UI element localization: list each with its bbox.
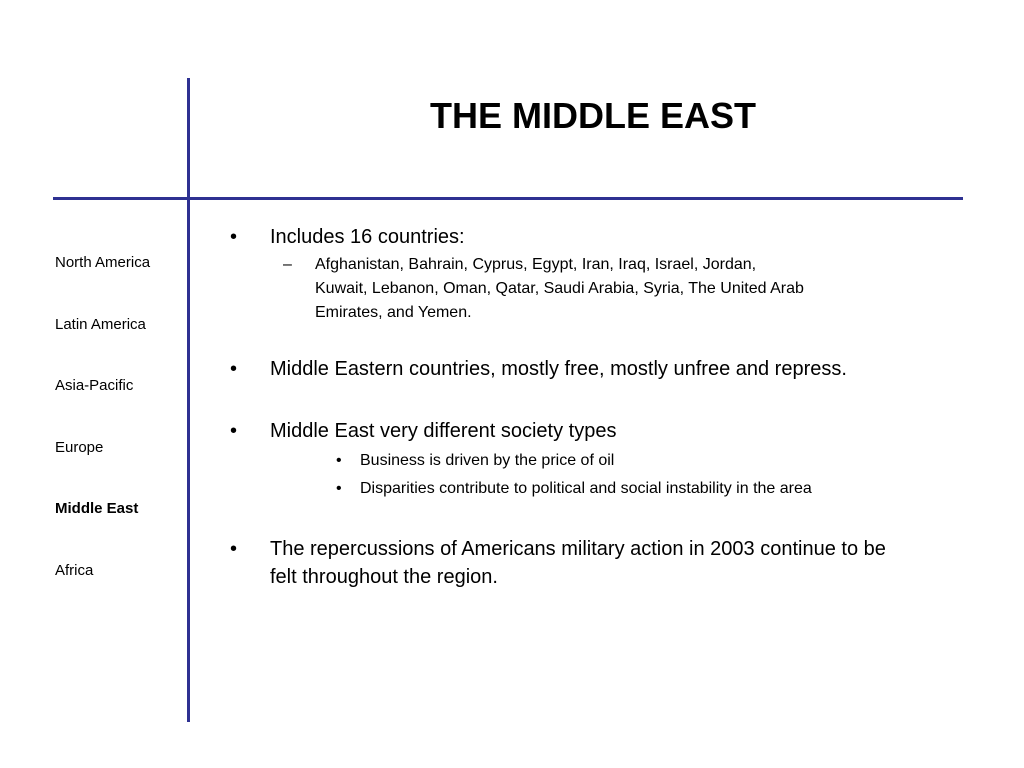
sub-bullet-icon: • xyxy=(336,480,342,497)
sub-bullet-icon: • xyxy=(336,452,342,469)
bullet-text: Middle East very different society types xyxy=(270,420,617,442)
bullet-icon: • xyxy=(230,538,238,560)
nav-item-north-america[interactable]: North America xyxy=(55,254,151,271)
nav-item-europe[interactable]: Europe xyxy=(55,438,104,456)
bullet-text: Middle Eastern countries, mostly free, mostly unfree and repress. xyxy=(270,358,847,380)
nav-item-asia-pacific[interactable]: Asia-Pacific xyxy=(55,377,134,394)
dash-text: Afghanistan, Bahrain, Cyprus, Egypt, Iran, Iraq, Israel, Jordan, Kuwait, Lebanon, Oman, Qatar, Saudi Arabia, Syria, The United Arab Emirates, and Yemen. xyxy=(315,256,804,321)
bullet-text: Includes 16 countries: xyxy=(270,226,465,248)
bullet-item xyxy=(230,535,890,591)
sub-bullet-text: Business is driven by the price of oil xyxy=(360,452,615,469)
horizontal-divider xyxy=(53,197,963,200)
bullet-icon: • xyxy=(230,420,238,442)
bullet-icon: • xyxy=(230,226,238,248)
bullet-item xyxy=(230,417,890,445)
sub-bullet-item xyxy=(230,477,880,501)
slide-content xyxy=(230,223,890,591)
slide-title: THE MIDDLE EAST xyxy=(429,95,756,136)
nav-item-latin-america[interactable]: Latin America xyxy=(55,315,146,333)
bullet-item xyxy=(230,223,890,251)
bullet-text: The repercussions of Americans military action in 2003 continue to be felt throughout the region. xyxy=(270,538,886,588)
nav-item-africa[interactable]: Africa xyxy=(55,561,94,579)
vertical-divider xyxy=(187,78,190,722)
dash-icon: – xyxy=(283,256,292,273)
bullet-icon: • xyxy=(230,358,238,380)
nav-item-middle-east[interactable]: Middle East xyxy=(55,500,139,517)
sub-bullet-item xyxy=(230,449,880,473)
region-nav xyxy=(55,253,185,622)
dash-item xyxy=(230,253,805,325)
sub-bullet-text: Disparities contribute to political and social instability in the area xyxy=(360,480,812,497)
bullet-item xyxy=(230,355,890,383)
